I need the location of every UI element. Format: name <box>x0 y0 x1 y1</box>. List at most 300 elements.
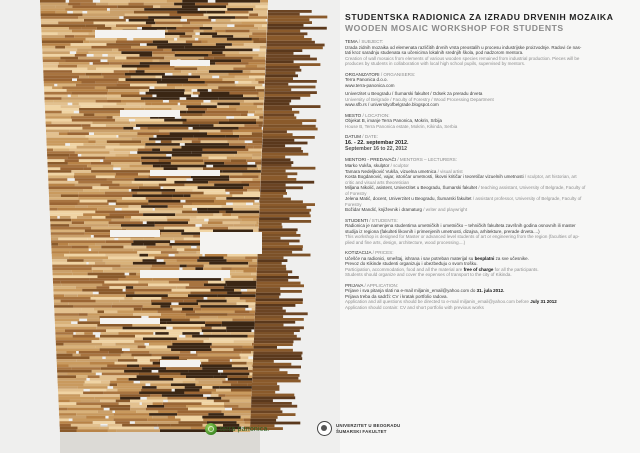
wood-strip <box>180 311 195 314</box>
wood-strip <box>57 359 77 362</box>
wood-strip <box>61 194 78 197</box>
wood-strip <box>242 173 261 176</box>
wood-strip <box>65 46 91 49</box>
wood-strip <box>168 416 176 419</box>
subject-line-en-1: Creation of wall mosaics from elements of various wooden species remained from industrial production. Pieces will be <box>345 55 580 61</box>
wood-strip <box>149 343 173 346</box>
wood-strip <box>43 68 87 71</box>
wood-strip <box>249 35 267 38</box>
wood-strip <box>224 257 246 260</box>
wood-strip <box>50 216 57 219</box>
wood-strip <box>55 321 71 324</box>
wood-strip <box>225 54 258 57</box>
wood-strip <box>158 159 203 162</box>
wood-strip <box>116 203 149 206</box>
wood-strip <box>72 221 85 224</box>
wood-strip <box>73 5 118 8</box>
side-wood-strip <box>258 251 292 254</box>
side-wood-strip <box>251 416 278 419</box>
wood-strip <box>100 184 119 187</box>
wood-strip <box>247 189 259 192</box>
wood-strip <box>215 0 260 3</box>
wood-strip <box>52 248 89 251</box>
side-wood-strip <box>259 231 297 234</box>
wood-strip <box>91 162 112 165</box>
wood-strip <box>50 205 76 208</box>
wood-strip <box>76 375 88 378</box>
wood-strip <box>147 43 193 46</box>
side-wood-strip <box>268 13 300 16</box>
wood-strip <box>162 356 180 359</box>
wood-strip <box>121 95 152 98</box>
wood-strip <box>147 397 168 400</box>
wood-strip <box>65 35 74 38</box>
wood-strip <box>79 159 100 162</box>
side-wood-strip <box>267 27 327 30</box>
wood-strip <box>197 208 207 211</box>
side-wood-strip <box>267 44 325 47</box>
wood-strip <box>55 327 96 330</box>
wood-strip <box>241 356 249 359</box>
subject-line-en-2: produces by students in collaboration with local high school pupils, supervised by mentors. <box>345 61 526 67</box>
wood-strip <box>214 57 253 60</box>
wood-strip <box>205 321 222 324</box>
wood-strip <box>129 70 136 73</box>
wood-strip <box>248 16 267 19</box>
wood-strip <box>230 400 252 403</box>
wood-strip <box>215 49 253 52</box>
wood-strip <box>172 197 216 200</box>
students-line-en-1: This workshop is designed for Master or advanced level students of art or engineering from the region (faculties of ap- <box>345 234 580 240</box>
wood-strip <box>187 265 204 268</box>
wood-strip <box>160 324 205 327</box>
wood-strip <box>52 265 92 268</box>
wood-strip <box>104 392 139 395</box>
wood-strip <box>249 14 258 17</box>
wood-strip <box>212 51 223 54</box>
wood-strip <box>179 302 198 305</box>
wood-strip <box>207 397 221 400</box>
wood-strip <box>109 224 121 227</box>
wood-strip <box>256 221 258 224</box>
wood-strip <box>186 200 215 203</box>
wood-strip <box>201 140 228 143</box>
wood-strip <box>71 43 107 46</box>
wood-strip <box>192 335 216 338</box>
wood-strip <box>75 151 110 154</box>
wood-strip <box>166 367 202 370</box>
wood-strip <box>106 329 125 332</box>
wood-strip <box>81 27 97 30</box>
wood-strip <box>132 138 149 141</box>
wood-strip <box>118 238 130 241</box>
wood-strip <box>144 8 185 11</box>
wood-strip <box>166 27 176 30</box>
wood-strip <box>77 359 118 362</box>
side-wood-strip <box>268 21 313 24</box>
wood-strip <box>177 38 195 41</box>
wood-strip <box>201 305 208 308</box>
wood-strip <box>41 22 58 25</box>
side-wood-strip <box>256 301 303 304</box>
wood-strip <box>178 167 204 170</box>
wood-strip <box>263 108 264 111</box>
wood-strip <box>113 386 142 389</box>
side-wood-strip <box>261 164 291 167</box>
wood-strip <box>242 292 256 295</box>
wood-strip <box>214 184 249 187</box>
wood-strip <box>73 11 83 14</box>
wood-strip <box>166 262 210 265</box>
side-wood-strip <box>254 340 294 343</box>
wood-strip <box>149 89 185 92</box>
wood-strip <box>158 370 189 373</box>
wood-strip <box>174 3 185 6</box>
side-wood-strip <box>253 368 280 371</box>
wood-strip <box>172 49 215 52</box>
wood-strip <box>194 30 204 33</box>
wood-strip <box>45 108 79 111</box>
wood-strip <box>106 389 117 392</box>
wood-strip <box>188 108 207 111</box>
wood-strip <box>107 43 141 46</box>
wood-strip <box>96 300 120 303</box>
wood-strip <box>108 59 153 62</box>
side-wood-strip <box>256 284 304 287</box>
wood-strip <box>159 427 191 430</box>
wood-strip <box>195 267 203 270</box>
wood-strip <box>169 332 183 335</box>
wood-strip <box>55 332 73 335</box>
wood-strip <box>54 294 65 297</box>
side-wood-strip <box>262 144 285 147</box>
mentor-line: Kosta Bogdanović, vajar, istoričar umetnosti, likovni kritičar i teoretičar vizuelnih umetnosti / sculptor, art historian, art <box>345 174 577 180</box>
wood-strip <box>134 11 177 14</box>
wood-strip <box>139 186 161 189</box>
wood-strip <box>135 421 179 424</box>
wood-strip <box>45 97 62 100</box>
wood-strip <box>237 108 263 111</box>
wood-strip <box>92 265 121 268</box>
wood-strip <box>92 270 103 273</box>
wood-strip <box>172 343 211 346</box>
university-name: UNIVERZITET U BEOGRADU <box>336 423 401 429</box>
wood-strip <box>53 273 73 276</box>
wood-strip <box>181 16 208 19</box>
side-wood-strip <box>260 206 307 209</box>
wood-strip <box>87 238 114 241</box>
wood-strip <box>76 332 85 335</box>
wood-strip <box>231 389 252 392</box>
wood-strip <box>216 197 226 200</box>
wood-strip <box>118 359 138 362</box>
wood-strip <box>216 43 232 46</box>
wood-strip <box>73 335 96 338</box>
wood-strip <box>161 140 172 143</box>
wood-strip <box>125 73 165 76</box>
organizers-heading: ORGANIZATORI / ORGANISERS: <box>345 71 416 77</box>
wood-strip <box>58 22 93 25</box>
wood-strip <box>105 95 121 98</box>
wood-strip <box>244 43 266 46</box>
side-wood-strip <box>261 178 297 181</box>
wood-strip <box>182 381 198 384</box>
wood-strip <box>168 400 214 403</box>
wood-strip <box>188 294 217 297</box>
wood-strip <box>70 149 114 152</box>
wood-strip <box>50 208 58 211</box>
wood-strip <box>235 76 249 79</box>
side-wood-strip <box>264 114 295 117</box>
wood-strip <box>42 43 71 46</box>
wood-strip <box>71 246 88 249</box>
wood-strip <box>241 59 265 62</box>
wood-strip <box>106 116 112 119</box>
organizer-2-url[interactable]: www.sfb.rs / universityofbelgrade.blogspot.com <box>345 102 439 108</box>
side-wood-strip <box>256 290 302 293</box>
wood-strip <box>159 230 184 233</box>
wood-strip <box>54 305 73 308</box>
prices-heading: KOTIZACIJA / PRICES: <box>345 250 394 256</box>
wood-strip <box>152 54 175 57</box>
wood-strip <box>107 140 141 143</box>
wood-strip <box>166 178 186 181</box>
wood-strip <box>226 211 260 214</box>
side-wood-strip <box>265 72 295 75</box>
wood-strip <box>53 289 82 292</box>
wood-strip <box>45 105 61 108</box>
wood-strip <box>255 111 263 114</box>
wood-strip <box>195 378 225 381</box>
students-heading: STUDENTI / STUDENTS: <box>345 217 398 223</box>
wood-strip <box>87 240 106 243</box>
wood-strip <box>138 346 146 349</box>
mosaic-opening <box>95 30 165 38</box>
organizer-2-sr: Univerzitet u Beogradu / Šumarski fakultet / Odsek za preradu drveta <box>345 91 483 97</box>
wood-strip <box>104 281 129 284</box>
wood-strip <box>98 311 105 314</box>
wood-strip <box>211 100 245 103</box>
wood-strip <box>122 227 164 230</box>
wood-strip <box>133 262 166 265</box>
wood-strip <box>256 122 263 125</box>
wood-strip <box>198 95 243 98</box>
wood-strip <box>92 267 113 270</box>
wood-strip <box>254 103 264 106</box>
wood-strip <box>100 375 137 378</box>
mosaic-opening <box>200 232 262 254</box>
wood-strip <box>172 246 191 249</box>
wood-strip <box>246 65 258 68</box>
wood-strip <box>156 243 170 246</box>
wood-strip <box>111 162 142 165</box>
organizers-section <box>345 72 635 108</box>
wood-strip <box>48 176 74 179</box>
side-wood-strip <box>266 52 293 55</box>
wood-strip <box>231 213 259 216</box>
side-wood-strip <box>251 399 273 402</box>
wood-strip <box>208 41 253 44</box>
wood-strip <box>188 78 223 81</box>
wood-strip <box>187 119 229 122</box>
wood-strip <box>54 300 61 303</box>
wood-strip <box>97 27 112 30</box>
wood-strip <box>237 151 262 154</box>
wood-strip <box>212 343 252 346</box>
wood-strip <box>60 421 93 424</box>
wood-strip <box>217 335 248 338</box>
wood-strip <box>143 243 155 246</box>
organizer-1-url[interactable]: www.terra-panonica.com <box>345 82 395 88</box>
wood-strip <box>57 375 76 378</box>
wood-strip <box>59 419 68 422</box>
wood-strip <box>207 208 233 211</box>
wood-strip <box>116 24 152 27</box>
wood-strip <box>77 65 122 68</box>
wood-strip <box>226 135 239 138</box>
wood-strip <box>253 203 260 206</box>
wood-strip <box>155 235 194 238</box>
wood-strip <box>157 386 185 389</box>
wood-strip <box>238 81 251 84</box>
wood-strip <box>47 140 81 143</box>
wood-strip <box>207 108 237 111</box>
wood-strip <box>239 127 262 130</box>
wood-strip <box>232 319 254 322</box>
side-wood-strip <box>267 38 312 41</box>
wood-strip <box>86 416 105 419</box>
wood-strip <box>170 305 200 308</box>
wood-strip <box>105 24 116 27</box>
wood-strip <box>124 297 133 300</box>
wood-strip <box>159 184 185 187</box>
side-wood-strip <box>268 18 310 21</box>
wood-strip <box>200 316 218 319</box>
wood-strip <box>57 373 67 376</box>
wood-strip <box>40 3 68 6</box>
wood-strip <box>164 227 200 230</box>
wood-strip <box>58 383 84 386</box>
wood-strip <box>96 243 132 246</box>
wood-strip <box>185 335 192 338</box>
wood-strip <box>257 105 263 108</box>
wood-strip <box>51 227 92 230</box>
wood-strip <box>54 302 69 305</box>
side-wood-strip <box>264 97 300 100</box>
wood-strip <box>208 84 236 87</box>
wood-strip <box>241 113 248 116</box>
wood-strip <box>91 297 125 300</box>
wood-strip <box>94 308 134 311</box>
wood-strip <box>106 146 145 149</box>
wood-strip <box>69 0 93 3</box>
wood-strip <box>139 373 181 376</box>
wood-strip <box>211 332 231 335</box>
wood-strip <box>73 305 111 308</box>
wood-strip <box>72 103 79 106</box>
wood-strip <box>44 92 72 95</box>
wood-strip <box>207 297 226 300</box>
wood-strip <box>52 257 69 260</box>
wood-strip <box>183 84 208 87</box>
wood-strip <box>220 386 252 389</box>
side-wood-strip <box>255 324 284 327</box>
wood-strip <box>76 51 88 54</box>
wood-strip <box>67 351 77 354</box>
wood-strip <box>197 70 209 73</box>
wood-strip <box>68 243 95 246</box>
wood-strip <box>95 86 106 89</box>
wood-strip <box>198 354 240 357</box>
wood-strip <box>218 86 255 89</box>
wood-strip <box>101 405 130 408</box>
wood-strip <box>76 402 119 405</box>
wood-strip <box>149 138 182 141</box>
wood-strip <box>180 35 193 38</box>
wood-strip <box>226 327 254 330</box>
wood-strip <box>87 11 110 14</box>
wood-strip <box>86 24 105 27</box>
wood-strip <box>181 146 218 149</box>
wood-strip <box>227 292 241 295</box>
wood-strip <box>70 251 99 254</box>
wood-strip <box>181 116 226 119</box>
wood-strip <box>252 365 253 368</box>
wood-strip <box>135 292 169 295</box>
wood-strip <box>225 189 247 192</box>
wood-strip <box>244 316 255 319</box>
wood-strip <box>69 224 109 227</box>
wood-strip <box>129 205 141 208</box>
wood-strip <box>258 27 267 30</box>
wood-strip <box>260 0 268 3</box>
wood-strip <box>58 378 87 381</box>
wood-strip <box>122 424 157 427</box>
wood-strip <box>252 157 261 160</box>
wood-strip <box>161 313 186 316</box>
wood-strip <box>148 284 189 287</box>
wood-strip <box>69 154 78 157</box>
wood-strip <box>217 105 229 108</box>
wood-strip <box>78 57 115 60</box>
side-wood-strip <box>257 270 292 273</box>
wood-strip <box>221 324 254 327</box>
wood-strip <box>143 338 177 341</box>
wood-strip <box>163 402 202 405</box>
wood-strip <box>101 246 123 249</box>
wood-strip <box>57 367 71 370</box>
wood-strip <box>129 273 136 276</box>
wood-strip <box>96 3 108 6</box>
side-wood-strip <box>261 170 285 173</box>
wood-strip <box>185 316 200 319</box>
wood-strip <box>147 405 164 408</box>
wood-strip <box>110 11 134 14</box>
wood-strip <box>212 392 231 395</box>
wood-strip <box>88 273 125 276</box>
wood-strip <box>87 165 114 168</box>
wood-strip <box>59 405 101 408</box>
mentor-line: Tamara Nedeljković Vukša, vizuelna umetnica / visual artist <box>345 168 463 174</box>
wood-strip <box>157 135 194 138</box>
wood-strip <box>149 413 177 416</box>
wood-strip <box>193 127 239 130</box>
wood-strip <box>240 354 254 357</box>
wood-strip <box>119 78 126 81</box>
wood-strip <box>46 138 88 141</box>
wood-strip <box>43 70 72 73</box>
wood-strip <box>225 30 249 33</box>
